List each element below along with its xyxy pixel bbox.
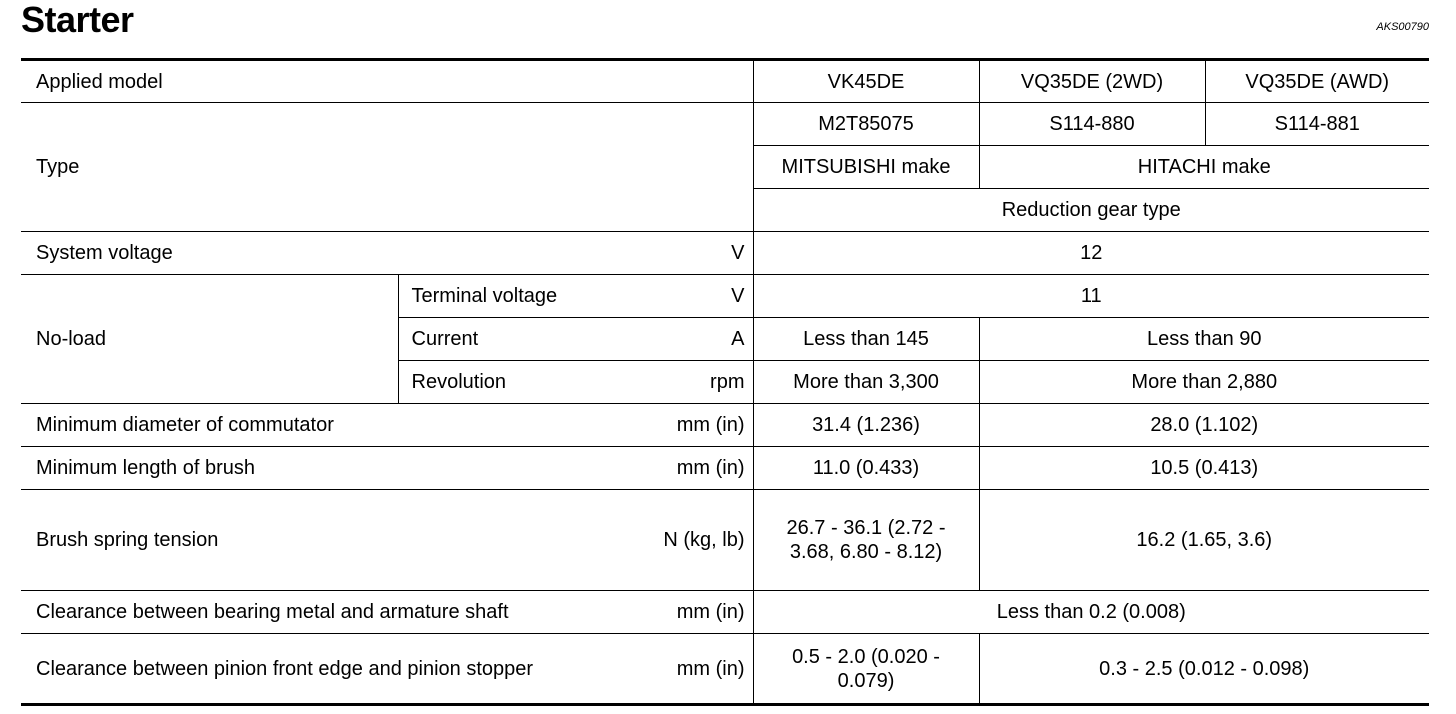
make-mitsubishi: MITSUBISHI make — [753, 146, 979, 189]
system-voltage-value: 12 — [753, 232, 1429, 275]
bearing-clearance-value: Less than 0.2 (0.008) — [753, 591, 1429, 634]
type-number-2wd: S114-880 — [979, 103, 1205, 146]
brush-spring-vq: 16.2 (1.65, 3.6) — [979, 490, 1429, 591]
terminal-voltage-label: Terminal voltage — [411, 285, 558, 307]
type-gear: Reduction gear type — [753, 189, 1429, 232]
revolution-unit: rpm — [710, 371, 745, 393]
document-code: AKS00790 — [1376, 21, 1429, 33]
make-hitachi: HITACHI make — [979, 146, 1429, 189]
brush-spring-unit: N (kg, lb) — [398, 490, 753, 591]
revolution-cell — [398, 361, 753, 404]
bearing-clearance-label: Clearance between bearing metal and armature shaft — [36, 601, 509, 623]
applied-model-label: Applied model — [21, 60, 753, 103]
commutator-label: Minimum diameter of commutator — [21, 404, 398, 447]
model-vq35de-2wd: VQ35DE (2WD) — [979, 60, 1205, 103]
brush-spring-label: Brush spring tension — [21, 490, 398, 591]
current-unit: A — [731, 328, 745, 350]
terminal-voltage-value: 11 — [753, 275, 1429, 318]
bearing-clearance-cell — [21, 591, 753, 634]
current-vk: Less than 145 — [753, 318, 979, 361]
pinion-clearance-vq: 0.3 - 2.5 (0.012 - 0.098) — [979, 634, 1429, 705]
revolution-vq: More than 2,880 — [979, 361, 1429, 404]
starter-spec-table — [21, 58, 1429, 706]
brush-length-unit: mm (in) — [398, 447, 753, 490]
row-brush-length — [21, 447, 1429, 490]
model-vk45de: VK45DE — [753, 60, 979, 103]
row-applied-model — [21, 60, 1429, 103]
current-cell — [398, 318, 753, 361]
system-voltage-unit: V — [398, 232, 753, 275]
pinion-clearance-vk: 0.5 - 2.0 (0.020 - 0.079) — [753, 634, 979, 705]
type-number-awd: S114-881 — [1205, 103, 1429, 146]
model-vq35de-awd: VQ35DE (AWD) — [1205, 60, 1429, 103]
row-terminal-voltage — [21, 275, 1429, 318]
pinion-clearance-unit: mm (in) — [676, 657, 745, 680]
current-label: Current — [411, 328, 479, 350]
row-type-number — [21, 103, 1429, 146]
brush-length-vq: 10.5 (0.413) — [979, 447, 1429, 490]
brush-length-vk: 11.0 (0.433) — [753, 447, 979, 490]
revolution-vk: More than 3,300 — [753, 361, 979, 404]
terminal-voltage-unit: V — [731, 285, 745, 307]
brush-spring-vk: 26.7 - 36.1 (2.72 - 3.68, 6.80 - 8.12) — [753, 490, 979, 591]
pinion-clearance-label: Clearance between pinion front edge and pinion stopper — [36, 657, 534, 680]
row-pinion-clearance — [21, 634, 1429, 705]
current-vq: Less than 90 — [979, 318, 1429, 361]
row-brush-spring — [21, 490, 1429, 591]
brush-length-label: Minimum length of brush — [21, 447, 398, 490]
bearing-clearance-unit: mm (in) — [676, 601, 745, 623]
row-system-voltage — [21, 232, 1429, 275]
terminal-voltage-cell — [398, 275, 753, 318]
system-voltage-label: System voltage — [21, 232, 398, 275]
type-label: Type — [21, 103, 753, 232]
row-commutator — [21, 404, 1429, 447]
commutator-vq: 28.0 (1.102) — [979, 404, 1429, 447]
commutator-vk: 31.4 (1.236) — [753, 404, 979, 447]
commutator-unit: mm (in) — [398, 404, 753, 447]
no-load-label: No-load — [21, 275, 398, 404]
page-title: Starter — [21, 0, 134, 40]
type-number-vk: M2T85075 — [753, 103, 979, 146]
revolution-label: Revolution — [411, 371, 507, 393]
pinion-clearance-cell — [21, 634, 753, 705]
row-bearing-clearance — [21, 591, 1429, 634]
